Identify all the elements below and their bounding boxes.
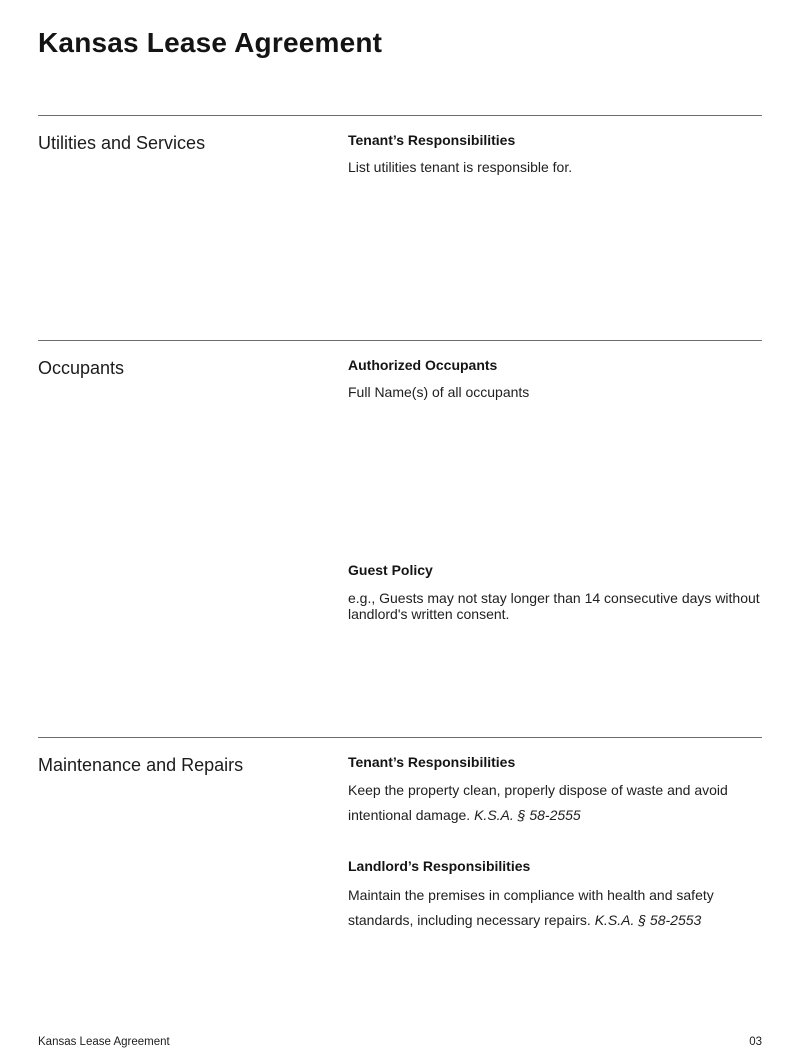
field-authorized-occupants	[348, 357, 762, 401]
section-utilities-and-services	[38, 115, 762, 340]
section-label-column	[38, 357, 348, 737]
statute-citation: K.S.A. § 58-2553	[594, 912, 702, 929]
field-value-text: Maintain the premises in compliance with health and safety standards, including necessary repairs.	[348, 887, 714, 929]
field-label: Tenant’s Responsibilities	[348, 131, 516, 148]
section-heading-maintenance-and-repairs: Maintenance and Repairs	[38, 754, 244, 775]
field-label: Tenant’s Responsibilities	[348, 753, 516, 770]
field-guest-policy	[348, 562, 762, 622]
section-content-column	[348, 357, 762, 737]
field-value	[348, 778, 762, 828]
field-landlords-responsibilities	[348, 858, 762, 933]
field-value: e.g., Guests may not stay longer than 14 consecutive days without landlord's written consent.	[348, 590, 760, 623]
statute-citation: K.S.A. § 58-2555	[474, 807, 581, 824]
field-label: Authorized Occupants	[348, 356, 498, 373]
field-value	[348, 883, 762, 933]
field-value: Full Name(s) of all occupants	[348, 384, 530, 401]
page-footer	[38, 1036, 762, 1048]
section-label-column	[38, 132, 348, 340]
section-maintenance-and-repairs	[38, 737, 762, 977]
page-title: Kansas Lease Agreement	[38, 27, 383, 58]
field-tenants-responsibilities-maintenance	[348, 754, 762, 829]
field-tenants-responsibilities-utilities	[348, 132, 762, 176]
document-page	[38, 26, 762, 977]
footer-page-number: 03	[749, 1036, 762, 1048]
field-label: Landlord’s Responsibilities	[348, 858, 531, 875]
section-content-column	[348, 132, 762, 340]
section-heading-occupants: Occupants	[38, 357, 125, 378]
field-value: List utilities tenant is responsible for.	[348, 159, 573, 176]
footer-document-name: Kansas Lease Agreement	[38, 1036, 170, 1048]
field-label: Guest Policy	[348, 562, 433, 579]
field-value-text: Keep the property clean, properly dispose of waste and avoid intentional damage.	[348, 782, 728, 824]
section-occupants	[38, 340, 762, 737]
section-heading-utilities-and-services: Utilities and Services	[38, 132, 206, 153]
section-content-column	[348, 754, 762, 977]
section-label-column	[38, 754, 348, 977]
